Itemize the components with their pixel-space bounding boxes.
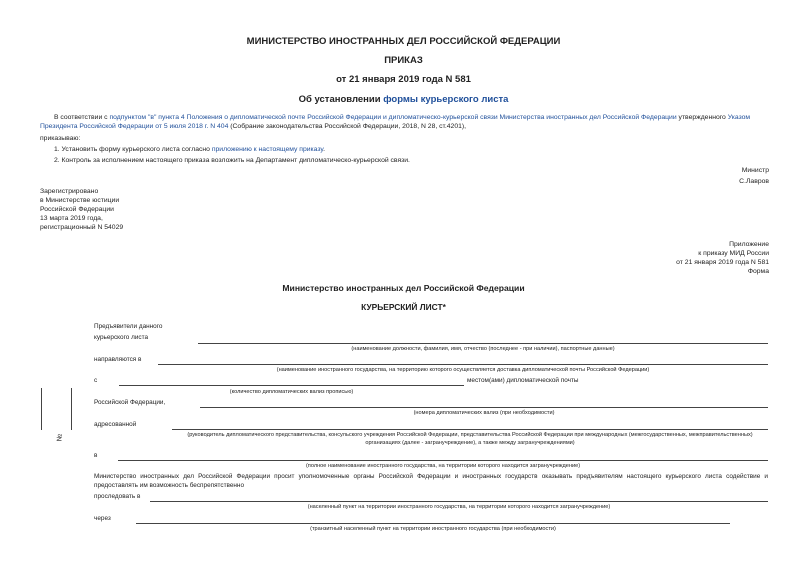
caption-person: (наименование должности, фамилия, имя, отчество (последнее - при наличии), паспортные данные) <box>351 346 615 352</box>
transit-field[interactable] <box>136 523 730 524</box>
form-ministry: Министерство иностранных дел Российской Федерации <box>282 283 525 293</box>
caption-fullstate: (полное наименование иностранного государства, на территории которого находится загранучреждение) <box>305 463 581 469</box>
appendix-line: Приложение <box>729 241 769 248</box>
caption-state: (наименование иностранного государства, на территорию которого осуществляется доставка дипломатической почты Российской Федерации) <box>276 367 650 373</box>
request-text: Министерство иностранных дел Российской Федерации просит уполномоченные органы Российской Федерации и иностранных государств оказывать предъявителям настоящего курьерского листа содействие и предоставлять им возможность беспрепятственно <box>94 473 768 489</box>
margin-line <box>71 388 72 430</box>
sent-to-label: направляются в <box>94 356 142 363</box>
doc-title-prefix: Об установлении <box>298 94 384 105</box>
via-label: через <box>94 515 111 522</box>
bearers-label-2: курьерского листа <box>94 334 149 341</box>
doc-type: ПРИКАЗ <box>384 55 423 66</box>
caption-mission: (руководитель дипломатического представительства, консульского учреждения Российской Федерации, представительства Российской Федерации при международных (межгосударственных, межправительственных) организациях (далее - загранучреждение), а также между загранучреждениями) <box>187 432 753 446</box>
order-item-1 <box>54 145 325 154</box>
doc-title <box>0 94 807 105</box>
bearers-field[interactable] <box>198 343 768 344</box>
preamble-link-decree[interactable]: Указом Президента Российской Федерации от 5 июля 2018 г. N 404 <box>40 114 751 130</box>
valise-numbers-field[interactable] <box>200 407 768 408</box>
registration-line: регистрационный N 54029 <box>40 224 124 231</box>
with-label: с <box>94 377 98 384</box>
preamble-text-1: В соответствии с <box>54 114 110 121</box>
registration-block <box>40 187 123 232</box>
margin-note: № <box>56 433 64 442</box>
preamble-link-regulation[interactable]: подпунктом "в" пункта 4 Положения о дипломатической почте Российской Федерации и дипломатическо-курьерской связи Министерства иностранных дел Российской Федерации <box>109 114 677 121</box>
city-field[interactable] <box>150 501 768 502</box>
signature-name: С.Лавров <box>739 178 769 185</box>
caption-count: (количество дипломатических вализ прописью) <box>229 389 354 395</box>
bearers-label-1: Предъявители данного <box>94 323 163 330</box>
ministry-heading: МИНИСТЕРСТВО ИНОСТРАННЫХ ДЕЛ РОССИЙСКОЙ ФЕДЕРАЦИИ <box>246 36 561 47</box>
appendix-block <box>676 240 769 276</box>
preamble <box>40 113 768 131</box>
appendix-line: от 21 января 2019 года N 581 <box>676 259 769 266</box>
doc-title-link[interactable]: формы курьерского листа <box>383 94 509 105</box>
in-label: в <box>94 452 98 459</box>
appendix-line: Форма <box>747 268 769 275</box>
appendix-line: к приказу МИД России <box>698 250 769 257</box>
rf-label: Российской Федерации, <box>94 399 166 406</box>
order-1-text: 1. Установить форму курьерского листа согласно <box>54 146 212 153</box>
form-title: КУРЬЕРСКИЙ ЛИСТ* <box>361 302 446 312</box>
order-1-end: . <box>323 146 326 153</box>
registration-line: в Министерстве юстиции <box>40 197 120 204</box>
signature-position: Министр <box>741 167 769 174</box>
caption-city: (населенный пункт на территории иностранного государства, на территории которого находится загранучреждение) <box>307 504 611 510</box>
valise-count-field[interactable] <box>119 385 464 386</box>
preamble-text-2: утвержденного <box>676 114 728 121</box>
doc-date-number: от 21 января 2019 года N 581 <box>336 74 471 85</box>
caption-numbers: (номера дипломатических вализ (при необходимости) <box>413 410 555 416</box>
registration-line: 13 марта 2019 года, <box>40 215 103 222</box>
follow-label: проследовать в <box>94 493 141 500</box>
addressee-field[interactable] <box>172 429 768 430</box>
caption-transit: (транзитный населенный пункт на территории иностранного государства (при необходимости) <box>310 526 556 532</box>
margin-line <box>41 388 42 430</box>
full-state-field[interactable] <box>118 460 768 461</box>
order-1-link[interactable]: приложению к настоящему приказу <box>211 146 324 153</box>
places-label: местом(ами) дипломатической почты <box>467 377 579 384</box>
destination-state-field[interactable] <box>158 364 768 365</box>
registration-line: Зарегистрировано <box>40 188 99 195</box>
order-item-2: 2. Контроль за исполнением настоящего приказа возложить на Департамент дипломатическо-курьерской связи. <box>54 157 410 164</box>
addressed-label: адресованной <box>94 421 137 428</box>
registration-line: Российской Федерации <box>40 206 114 213</box>
order-word: приказываю: <box>40 135 81 142</box>
preamble-text-3: (Собрание законодательства Российской Федерации, 2018, N 28, ст.4201), <box>228 123 467 130</box>
